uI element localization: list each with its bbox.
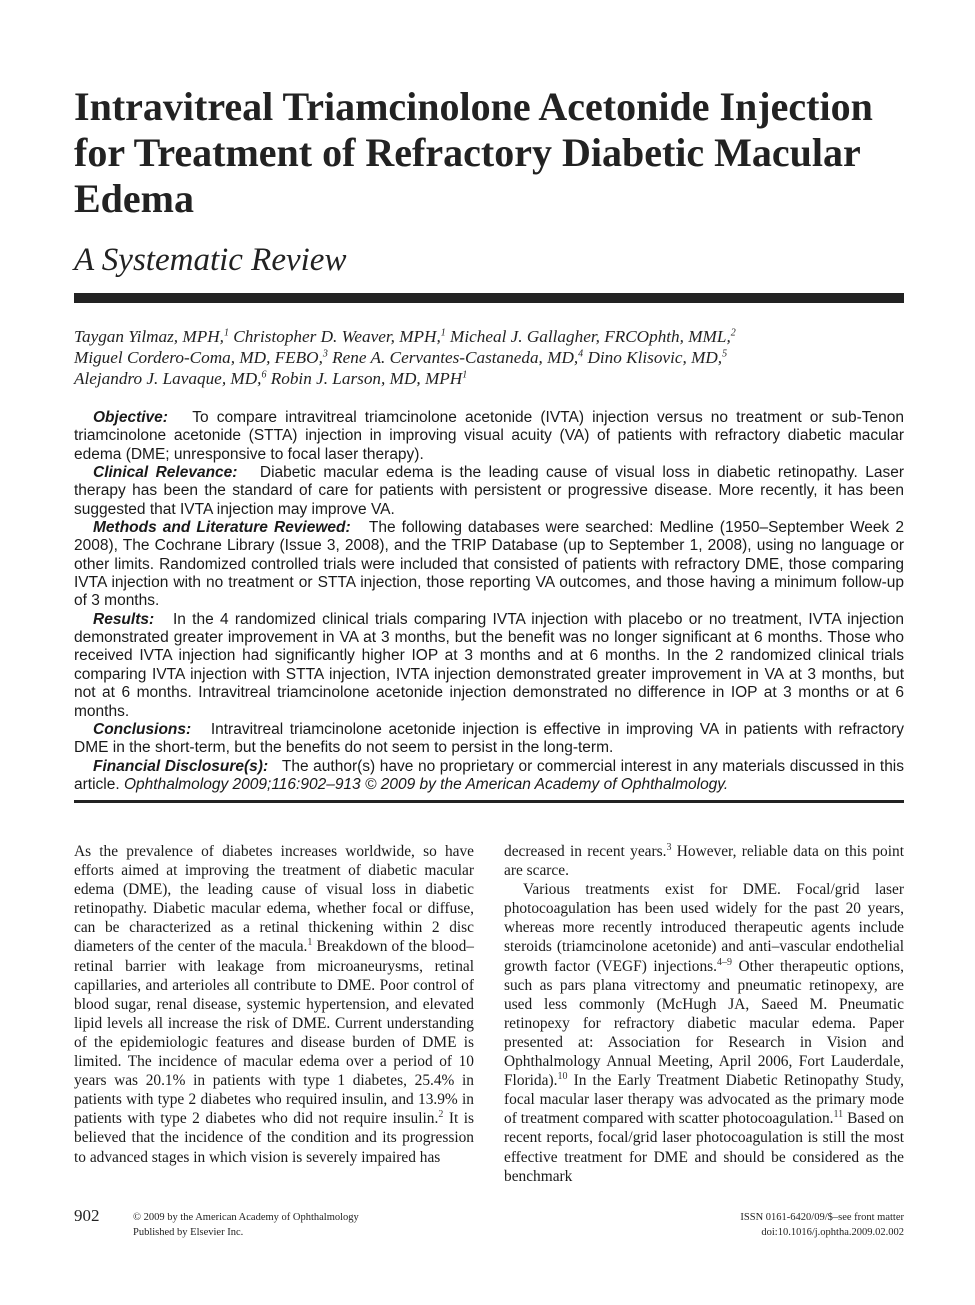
issn-line: ISSN 0161-6420/09/$–see front matter: [740, 1212, 904, 1223]
objective-label: Objective:: [93, 409, 168, 426]
conclusions-text: Intravitreal triamcinolone acetonide injection is effective in improving VA in patients with refractory DME in the short-term, but the benefits do not seem to persist in the long-term.: [74, 720, 904, 757]
abstract-objective: [74, 409, 904, 464]
affiliation-marker: 1: [440, 327, 446, 339]
reference-marker[interactable]: 1: [307, 937, 313, 949]
results-label: Results:: [93, 610, 155, 628]
abstract-methods: [74, 519, 904, 611]
body-text: Various treatments exist for DME. Focal/grid laser photocoagulation has been used widely for the past 20 years, whereas more recently introduced therapeutic agents include steroids (triamcinolone acetonide) and anti–vascular endothelial growth factor (VEGF) injections.: [504, 881, 904, 975]
page-number: 902: [74, 1206, 100, 1225]
article-subtitle: A Systematic Review: [74, 242, 347, 278]
affiliation-marker: 5: [722, 348, 728, 360]
reference-marker[interactable]: 11: [833, 1109, 844, 1121]
relevance-text: Diabetic macular edema is the leading cause of visual loss in diabetic retinopathy. Laser therapy has been the standard of care for patients with persistent or progressive disease. More recently, it has been suggested that IVTA injection may improve VA.: [74, 464, 904, 518]
body-text: In the Early Treatment Diabetic Retinopathy Study, focal macular laser therapy was advocated as the primary mode of treatment compared with scatter photocoagulation.: [504, 1072, 904, 1128]
methods-label: Methods and Literature Reviewed:: [93, 519, 351, 537]
reference-marker[interactable]: 3: [666, 841, 672, 853]
doi-line[interactable]: doi:10.1016/j.ophtha.2009.02.002: [761, 1227, 904, 1238]
affiliation-marker: 6: [261, 369, 267, 381]
author-name: Micheal J. Gallagher, FRCOphth, MML,: [445, 327, 731, 346]
body-text: As the prevalence of diabetes increases worldwide, so have efforts aimed at improving the treatment of diabetic macular edema (DME), the leading cause of visual loss in diabetic retinopathy. Diabetic macular edema, whether focal or diffuse, can be characterized as a retinal thickening within 2 disc diameters of the center of the macula.: [74, 843, 474, 956]
author-name: Alejandro J. Lavaque, MD,: [74, 369, 262, 388]
copyright-notice: [133, 1210, 359, 1240]
disclosure-text: The author(s) have no proprietary or commercial interest in any materials discussed in this article.: [74, 757, 905, 793]
relevance-label: Clinical Relevance:: [93, 464, 238, 482]
author-name: Taygan Yilmaz, MPH,: [74, 327, 224, 346]
abstract-disclosure: [74, 758, 904, 795]
body-column-right: [504, 842, 904, 1186]
reference-marker[interactable]: 2: [438, 1109, 444, 1121]
body-column-left: [74, 842, 474, 1167]
abstract-results: [74, 611, 904, 721]
reference-marker[interactable]: 4–9: [717, 956, 733, 968]
conclusions-label: Conclusions:: [93, 720, 192, 738]
body-paragraph: [504, 842, 904, 880]
title-rule: [74, 293, 904, 303]
copyright-line: © 2009 by the American Academy of Ophthalmology: [133, 1212, 359, 1223]
body-paragraph: [504, 880, 904, 1186]
issn-block: [740, 1210, 904, 1240]
affiliation-marker: 1: [223, 327, 229, 339]
author-line-3: [74, 368, 904, 389]
reference-marker[interactable]: 10: [557, 1071, 568, 1082]
body-paragraph: [74, 842, 474, 1167]
body-text: Other therapeutic options, such as pars plana vitrectomy and pneumatic retinopexy, are used less commonly (McHugh JA, Saeed M. Pneumatic retinopexy for refractory diabetic macular edema. Paper presented at: Association for Research in Vision and Ophthalmology Annual Meeting, April 2006, Fort Lauderdale, Florida).: [504, 957, 904, 1090]
publisher-line: Published by Elsevier Inc.: [133, 1227, 244, 1238]
body-text: decreased in recent years.: [504, 843, 667, 860]
article-title: Intravitreal Triamcinolone Acetonide Injection for Treatment of Refractory Diabetic Macular Edema: [74, 84, 873, 221]
author-name: Miguel Cordero-Coma, MD, FEBO,: [74, 348, 323, 367]
author-list: [74, 326, 904, 389]
abstract-rule: [74, 800, 904, 803]
disclosure-label: Financial Disclosure(s):: [93, 757, 269, 775]
journal-citation: Ophthalmology 2009;116:902–913 © 2009 by the American Academy of Ophthalmology.: [123, 775, 729, 793]
methods-text: The following databases were searched: Medline (1950–September Week 2 2008), The Cochrane Library (Issue 3, 2008), and the TRIP Database (up to September 1, 2008), using no language or other limits. Randomized controlled trials were included that consisted of patients with refractory DME, those comparing IVTA injection with no treatment or STTA injection, those reporting VA outcomes, and those having a minimum follow-up of 3 months.: [74, 519, 904, 610]
author-name: Robin J. Larson, MD, MPH: [266, 369, 463, 388]
author-line-2: [74, 347, 904, 368]
author-name: Rene A. Cervantes-Castaneda, MD,: [327, 348, 579, 367]
abstract-relevance: [74, 464, 904, 519]
body-text: However, reliable data on this point are scarce.: [504, 843, 904, 880]
affiliation-marker: 3: [322, 348, 328, 360]
author-line-1: [74, 326, 904, 347]
abstract-conclusions: [74, 721, 904, 758]
results-text: In the 4 randomized clinical trials comparing IVTA injection with placebo or no treatment, IVTA injection demonstrated greater improvement in VA at 3 months, but the benefit was no longer significant at 6 months. Those who received IVTA injection had significantly higher IOP at 3 months and at 6 months. In the 2 randomized clinical trials comparing IVTA injection with STTA injection, IVTA injection demonstrated greater improvement in VA at 3 months, but not at 6 months. Intravitreal triamcinolone acetonide injection demonstrated no difference in IOP at 3 months or at 6 months.: [74, 610, 904, 720]
abstract: [74, 409, 904, 794]
affiliation-marker: 4: [578, 348, 584, 360]
affiliation-marker: 1: [462, 369, 468, 381]
author-name: Christopher D. Weaver, MPH,: [228, 327, 441, 346]
author-name: Dino Klisovic, MD,: [583, 348, 723, 367]
objective-text: To compare intravitreal triamcinolone acetonide (IVTA) injection versus no treatment or sub-Tenon triamcinolone acetonide (STTA) injection in improving visual acuity (VA) of patients with refractory diabetic macular edema (DME; unresponsive to focal laser therapy).: [74, 409, 904, 463]
body-text: Breakdown of the blood–retinal barrier with leakage from microaneurysms, retinal capillaries, and arterioles all contribute to DME. Poor control of blood sugar, renal disease, systemic hypertension, and elevated lipid levels all increase the risk of DME. Current understanding of the epidemiologic features and disease burden of DME is limited. The incidence of macular edema over a period of 10 years was 20.1% in patients with type 1 diabetes, 25.4% in patients with type 2 diabetes who required insulin, and 13.9% in patients with type 2 diabetes who did not require insulin.: [74, 938, 474, 1128]
body-text: It is believed that the incidence of the condition and its progression to advanced stages in which vision is severely impaired has: [74, 1110, 474, 1166]
body-text: Based on recent reports, focal/grid laser photocoagulation is still the most effective treatment for DME and should be considered as the benchmark: [504, 1110, 905, 1185]
affiliation-marker: 2: [730, 327, 736, 339]
